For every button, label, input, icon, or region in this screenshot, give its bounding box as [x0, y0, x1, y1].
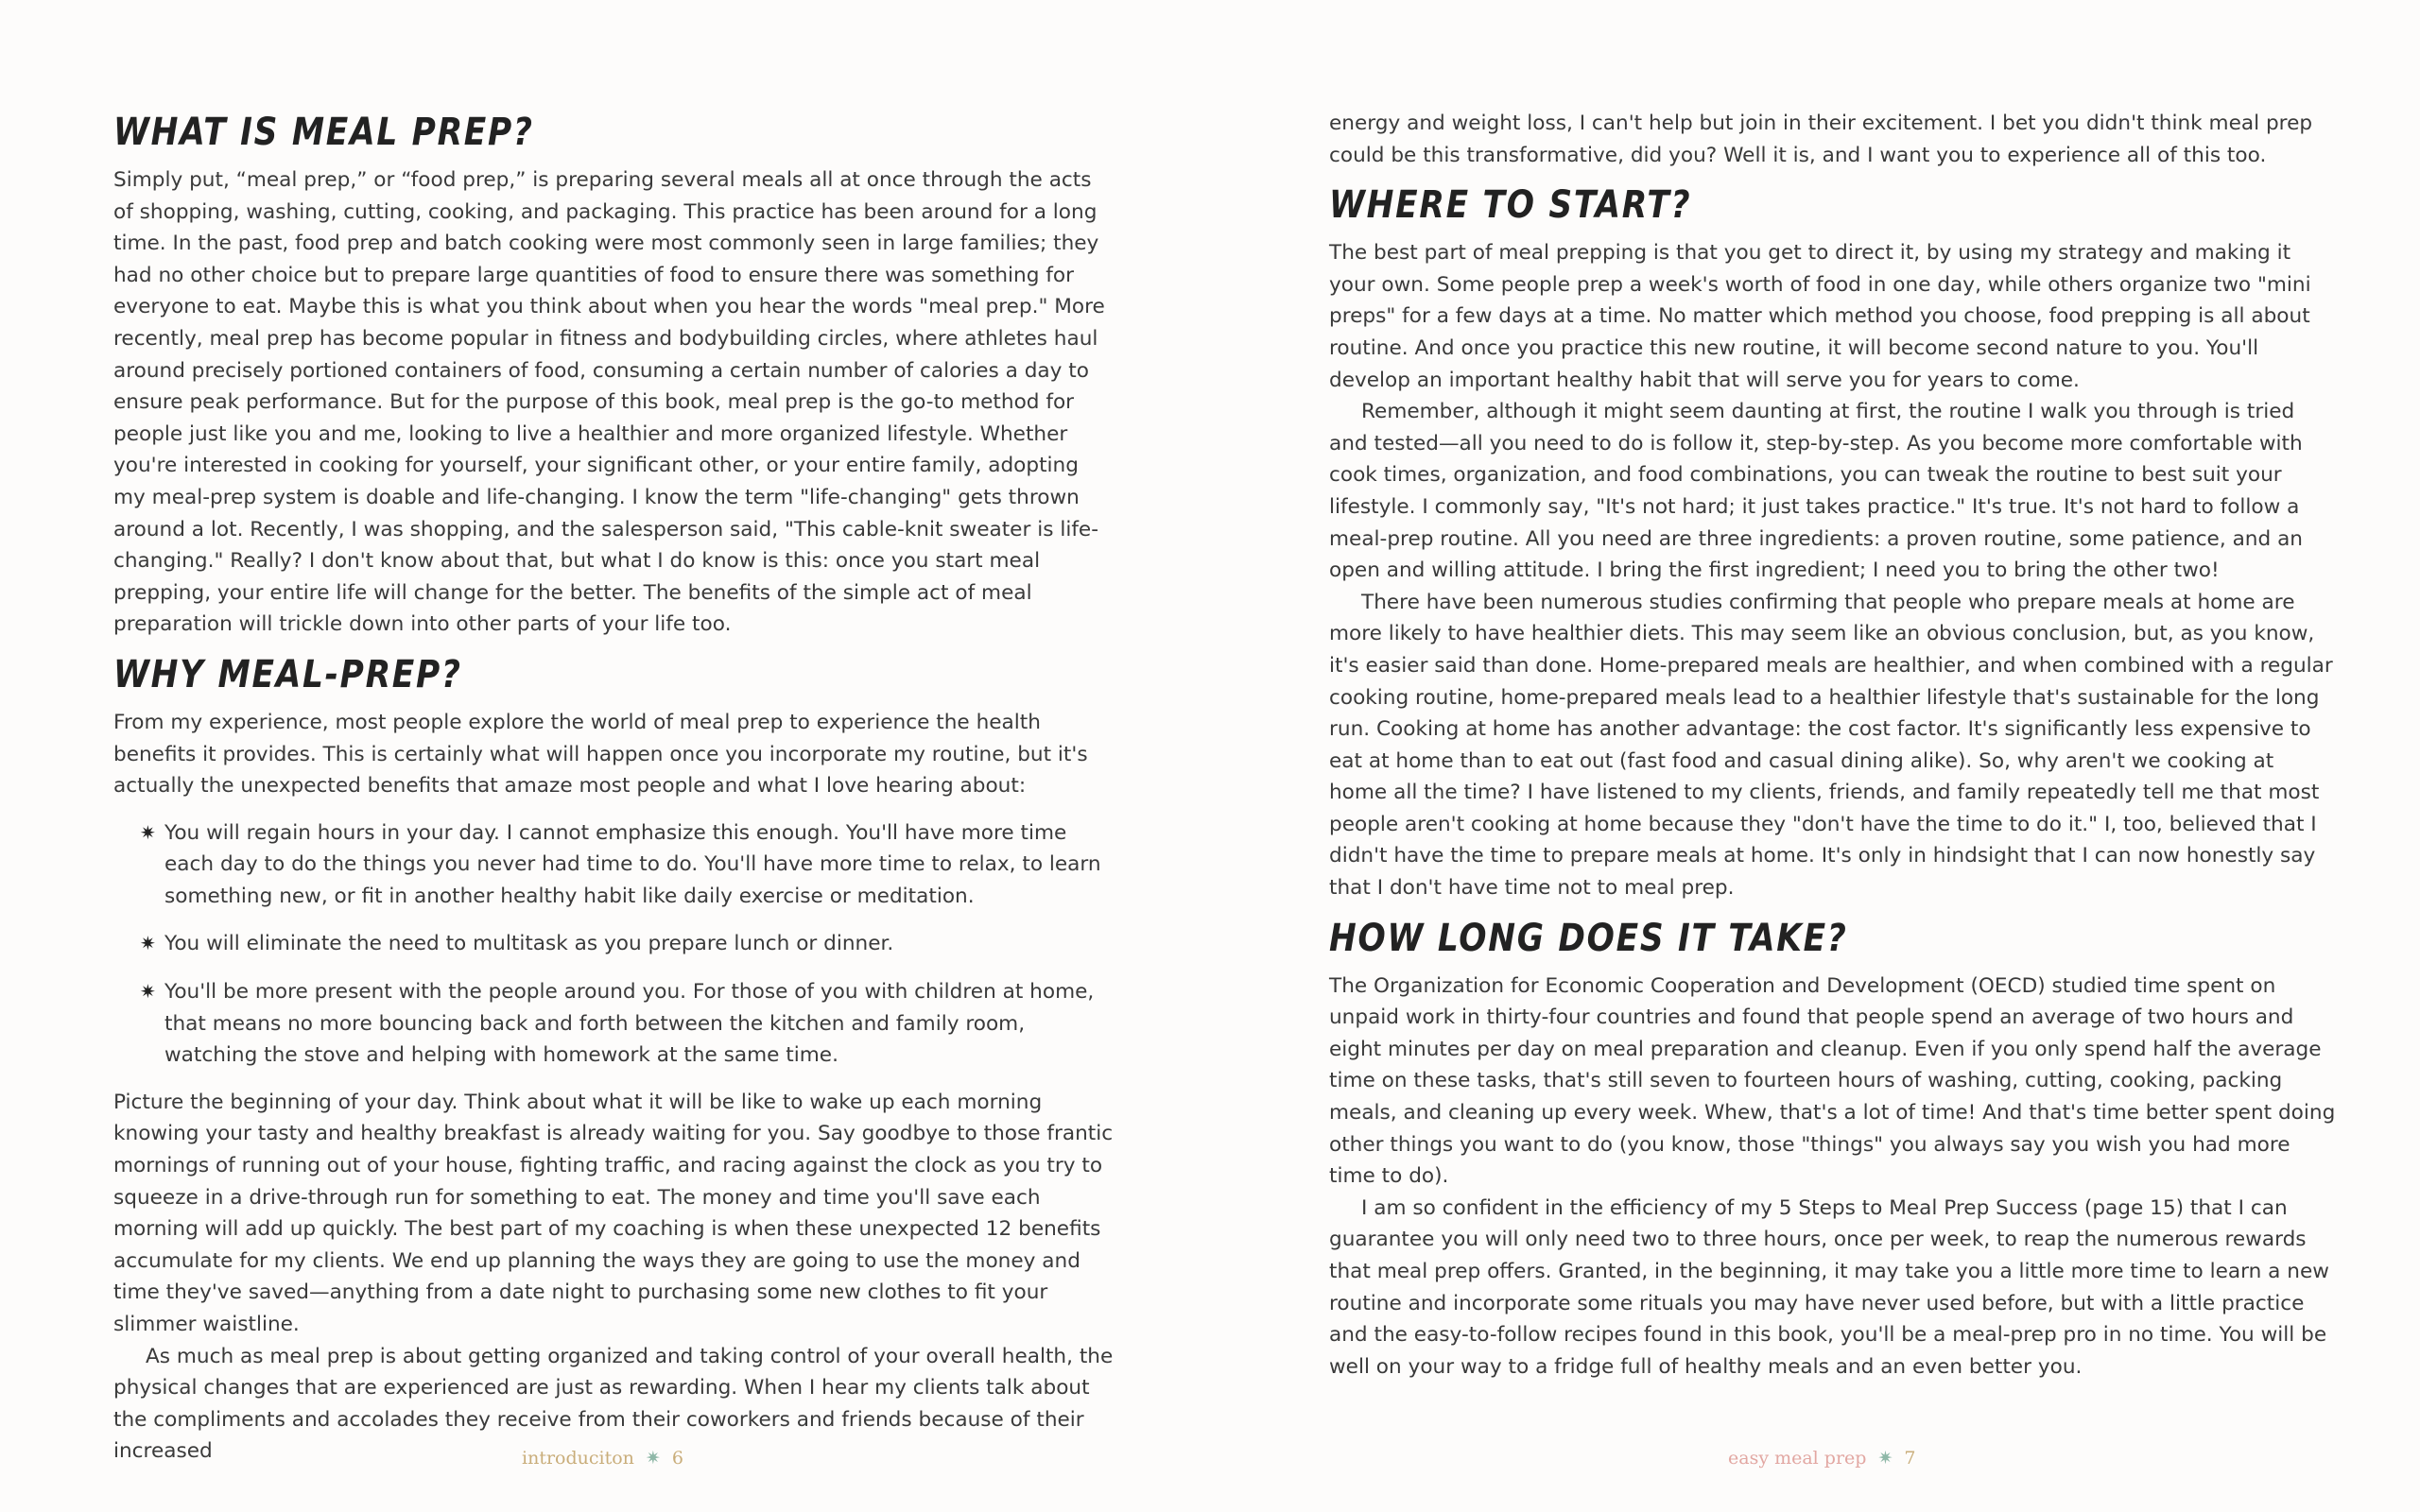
- footer-label: easy meal prep: [1728, 1448, 1867, 1469]
- paragraph: Picture the beginning of your day. Think about what it will be like to wake up each morning knowing your tasty and healthy breakfast is already waiting for you. Say goodbye to those frantic mornings of running out of your house, fighting traffic, and racing against the clock as you try to squeeze in a drive-through run for something to eat. The money and time you'll save each morning will add up quickly. The best part of my coaching is when these unexpected 12 benefits accumulate for my clients. We end up planning the ways they are going to use the money and time they've saved—anything from a date night to purchasing some new clothes to fit your slimmer waistline.: [113, 1090, 1114, 1336]
- paragraph: The Organization for Economic Cooperation and Development (OECD) studied time spent on unpaid work in thirty-four countries and found that people spend an average of two hours and eight minutes per day on meal preparation and cleanup. Even if you only spend half the average time on these tasks, that's still seven to fourteen hours of washing, cutting, cooking, packing meals, and cleaning up every week. Whew, that's a lot of time! And that's time better spent doing other things you want to do (you know, those "things" you always say you wish you had more time to do).: [1329, 973, 2336, 1189]
- page-number: 6: [671, 1448, 683, 1469]
- page-number: 7: [1904, 1448, 1916, 1469]
- star-icon: ✷: [1877, 1448, 1893, 1469]
- list-item-text: You will regain hours in your day. I cannot emphasize this enough. You'll have more time each day to do the things you never had time to do. You'll have more time to relax, to learn something new, or fit in another healthy habit like daily exercise or meditation.: [164, 820, 1101, 908]
- heading-where-to-start: WHERE TO START?: [1329, 183, 1692, 228]
- star-bullet-icon: ✷: [140, 932, 156, 955]
- benefits-list: [113, 817, 1115, 1072]
- paragraph: I am so confident in the efficiency of my 5 Steps to Meal Prep Success (page 15) that I can guarantee you will only need two to three hours, once per week, to reap the numerous rewards that meal prep offers. Granted, in the beginning, it may take you a little more time to learn a new routine and incorporate some rituals you may have never used before, but with a little practice and the easy-to-follow recipes found in this book, you'll be a meal-prep pro in no time. You will be well on your way to a fridge full of healthy meals and an even better you.: [1329, 1195, 2329, 1379]
- paragraph: Remember, although it might seem daunting at first, the routine I walk you through is tried and tested—all you need to do is follow it, step-by-step. As you become more comfortable with cook times, organization, and food combinations, you can tweak the routine to best suit your lifestyle. I commonly say, "It's not hard; it just takes practice." It's true. It's not hard to follow a meal-prep routine. All you need are three ingredients: a proven routine, some patience, and an open and willing attitude. I bring the first ingredient; I need you to bring the other two!: [1329, 400, 2303, 583]
- list-item-text: You will eliminate the need to multitask as you prepare lunch or dinner.: [164, 932, 894, 956]
- footer-label: introduciton: [522, 1448, 634, 1469]
- paragraph: As much as meal prep is about getting organized and taking control of your overall health, the physical changes that are experienced are just as rewarding. When I hear my clients talk about the compliments and accolades they receive from their coworkers and friends because of their increased: [113, 1344, 1114, 1464]
- list-item-text: You'll be more present with the people around you. For those of you with children at home, that means no more bouncing back and forth between the kitchen and family room, watching the stove and helping with homework at the same time.: [164, 980, 1095, 1068]
- list-item: [140, 976, 1115, 1072]
- paragraph: Simply put, “meal prep,” or “food prep,” is preparing several meals all at once through the acts of shopping, washing, cutting, cooking, and packaging. This practice has been around for a long time. In the past, food prep and batch cooking were most commonly seen in large families; they had no other choice but to prepare large quantities of food to ensure there was something for everyone to eat. Maybe this is what you think about when you hear the words "meal prep." More recently, meal prep has become popular in fitness and bodybuilding circles, where athletes haul around precisely portioned containers of food, consuming a certain number of calories a day to ensure peak performance. But for the purpose of this book, meal prep is the go-to method for people just like you and me, looking to live a healthier and more organized lifestyle. Whether you're interested in cooking for yourself, your significant other, or your entire family, adopting my meal-prep system is doable and life-changing. I know the term "life-changing" gets thrown around a lot. Recently, I was shopping, and the salesperson said, "This cable-knit sweater is life-changing." Really? I don't know about that, but what I do know is this: once you start meal prepping, your entire life will change for the better. The benefits of the simple act of meal preparation will trickle down into other parts of your life too.: [113, 168, 1105, 637]
- heading-why-meal-prep: WHY MEAL-PREP?: [113, 652, 462, 696]
- paragraph: From my experience, most people explore the world of meal prep to experience the health benefits it provides. This is certainly what will happen once you incorporate my routine, but it's actually the unexpected benefits that amaze most people and what I love hearing about:: [113, 710, 1088, 799]
- heading-how-long-does-it-take: HOW LONG DOES IT TAKE?: [1329, 916, 1848, 960]
- paragraph: The best part of meal prepping is that you get to direct it, by using my strategy and making it your own. Some people prep a week's worth of food in one day, while others organize two "mini preps" for a few days at a time. No matter which method you choose, food prepping is all about routine. And once you practice this new routine, it will become second nature to you. You'll develop an important healthy habit that will serve you for years to come.: [1329, 241, 2311, 392]
- list-item: [140, 928, 1115, 960]
- list-item: [140, 817, 1115, 913]
- page-footer-right: [1728, 1448, 1915, 1469]
- star-bullet-icon: ✷: [140, 820, 156, 844]
- paragraph: energy and weight loss, I can't help but join in their excitement. I bet you didn't think meal prep could be this transformative, did you? Well it is, and I want you to experience all of this too.: [1329, 112, 2313, 167]
- star-icon: ✷: [645, 1448, 661, 1469]
- heading-what-is-meal-prep: WHAT IS MEAL PREP?: [113, 111, 534, 154]
- right-page: [1210, 0, 2420, 1512]
- page-footer-left: [522, 1448, 683, 1469]
- right-column: [1329, 108, 2336, 1383]
- paragraph: There have been numerous studies confirming that people who prepare meals at home are more likely to have healthier diets. This may seem like an obvious conclusion, but, as you know, it's easier said than done. Home-prepared meals are healthier, and when combined with a regular cooking routine, home-prepared meals lead to a healthier lifestyle that's sustainable for the long run. Cooking at home has another advantage: the cost factor. It's significantly less expensive to eat at home than to eat out (fast food and casual dining alike). So, why aren't we cooking at home all the time? I have listened to my clients, friends, and family repeatedly tell me that most people aren't cooking at home because they "don't have the time to do it." I, too, believed that I didn't have the time to prepare meals at home. It's only in hindsight that I can now honestly say that I don't have time not to meal prep.: [1329, 590, 2333, 901]
- left-column: [113, 106, 1115, 1468]
- star-bullet-icon: ✷: [140, 980, 156, 1004]
